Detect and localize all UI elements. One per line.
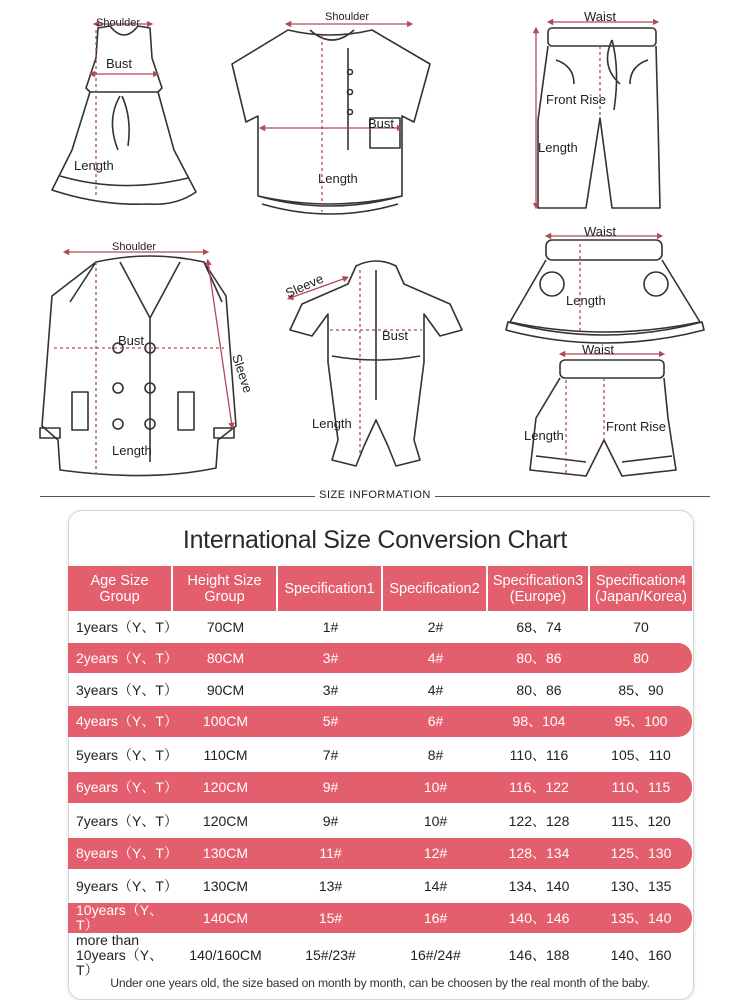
cell-spec3: 116、122 — [509, 779, 569, 795]
shorts-diagram — [530, 360, 676, 476]
cell-spec3: 134、140 — [508, 878, 570, 894]
cell-spec3: 128、134 — [508, 845, 570, 861]
cell-height: 100CM — [202, 713, 249, 729]
cell-height: 110CM — [203, 746, 248, 763]
cell-spec4: 140、160 — [610, 946, 672, 963]
cell-spec1: 7# — [322, 746, 339, 763]
cell-spec4: 130、135 — [610, 878, 672, 894]
cell-spec2: 2# — [427, 619, 444, 635]
cell-height: 70CM — [206, 619, 245, 635]
size-information-separator — [40, 487, 710, 507]
romper-sleeve-label: Sleeve — [283, 270, 326, 301]
table-row — [68, 772, 692, 803]
cell-spec1: 9# — [322, 779, 339, 795]
cell-spec4: 125、130 — [610, 845, 672, 861]
cell-spec3: 80、86 — [516, 682, 562, 698]
pants-length-label: Length — [538, 140, 578, 155]
cell-height: 90CM — [206, 682, 245, 698]
cell-age: 8years（Y、T） — [76, 845, 178, 861]
pants-diagram — [538, 28, 660, 208]
cell-spec2: 4# — [427, 682, 444, 698]
cell-spec4: 80 — [633, 649, 649, 666]
cell-height: 120CM — [202, 812, 249, 829]
chart-title: International Size Conversion Chart — [182, 526, 568, 554]
table-row — [68, 931, 692, 978]
header-spec1: Specification1 — [278, 566, 383, 611]
shirt-length-label: Length — [318, 171, 358, 186]
table-row — [68, 675, 692, 706]
header-spec4: Specification4 (Japan/Korea) — [595, 572, 687, 605]
cell-spec1: 9# — [322, 812, 339, 829]
cell-spec1: 11# — [319, 845, 342, 861]
cell-spec3: 68、74 — [516, 619, 562, 635]
section-label: SIZE INFORMATION — [315, 489, 435, 501]
cell-spec3: 146、188 — [508, 946, 570, 963]
dress-length-label: Length — [74, 158, 114, 173]
cell-age: 3years（Y、T） — [76, 682, 178, 698]
skirt-length-label: Length — [566, 293, 606, 308]
cell-spec1: 1# — [322, 619, 339, 635]
cell-height: 140/160CM — [189, 946, 262, 963]
table-header — [68, 566, 692, 611]
cell-height: 140CM — [202, 909, 249, 926]
cell-height: 120CM — [202, 779, 249, 795]
shirt-shoulder-label: Shoulder — [325, 11, 370, 23]
cell-spec4: 110、115 — [611, 779, 671, 795]
cell-spec2: 16# — [423, 909, 448, 926]
coat-length-label: Length — [112, 443, 152, 458]
footnote: Under one years old, the size based on month by month, can be choosen by the real month of the baby. — [110, 976, 650, 990]
cell-age: 2years（Y、T） — [76, 649, 178, 666]
cell-spec1: 3# — [322, 682, 339, 698]
skirt-waist-label: Waist — [584, 224, 617, 239]
cell-age: 1years（Y、T） — [76, 619, 178, 635]
cell-height: 80CM — [206, 649, 245, 666]
header-spec3: Specification3 (Europe) — [488, 566, 590, 611]
cell-age: 4years（Y、T） — [76, 713, 178, 729]
shorts-length-label: Length — [524, 428, 564, 443]
header-height: Height Size Group — [173, 566, 278, 611]
dress-diagram — [52, 26, 196, 204]
cell-spec4: 70 — [633, 619, 649, 635]
cell-spec1: 5# — [322, 713, 339, 729]
table-row — [68, 838, 692, 869]
table-row — [68, 706, 692, 737]
skirt-diagram — [506, 240, 704, 343]
garment-diagrams — [0, 0, 750, 490]
cell-height: 130CM — [202, 878, 249, 894]
shirt-diagram — [232, 30, 430, 214]
cell-spec4: 135、140 — [610, 909, 672, 926]
cell-age: 10years（Y、T） — [76, 902, 164, 933]
shirt-bust-label: Bust — [368, 116, 395, 131]
cell-spec1: 15# — [318, 909, 343, 926]
coat-bust-label: Bust — [118, 333, 145, 348]
romper-diagram — [290, 261, 462, 466]
cell-spec2: 8# — [427, 746, 444, 763]
cell-spec3: 110、116 — [509, 746, 569, 763]
cell-age: 9years（Y、T） — [76, 878, 178, 894]
cell-age: more than 10years（Y、T） — [76, 931, 164, 978]
cell-age: 5years（Y、T） — [76, 746, 178, 763]
cell-spec2: 14# — [423, 878, 448, 894]
header-spec2: Specification2 — [383, 566, 488, 611]
cell-spec2: 4# — [427, 649, 444, 666]
table-row — [68, 871, 692, 902]
cell-spec4: 95、100 — [614, 713, 668, 729]
cell-spec1: 15#/23# — [305, 946, 356, 963]
cell-spec1: 13# — [318, 878, 343, 894]
cell-spec4: 115、120 — [611, 812, 671, 829]
cell-spec2: 12# — [423, 845, 448, 861]
header-age: Age Size Group — [68, 566, 173, 611]
cell-spec1: 3# — [322, 649, 339, 666]
romper-bust-label: Bust — [382, 328, 409, 343]
cell-spec2: 10# — [423, 779, 448, 795]
cell-spec2: 16#/24# — [410, 946, 461, 963]
table-row — [68, 903, 692, 933]
shorts-front-rise-label: Front Rise — [606, 419, 666, 434]
cell-spec4: 85、90 — [618, 682, 664, 698]
cell-age: 7years（Y、T） — [76, 812, 178, 829]
cell-spec3: 98、104 — [512, 713, 566, 729]
table-row — [68, 739, 692, 771]
coat-shoulder-label: Shoulder — [112, 241, 157, 253]
cell-height: 130CM — [202, 845, 249, 861]
cell-spec2: 6# — [427, 713, 444, 729]
pants-front-rise-label: Front Rise — [546, 92, 606, 107]
coat-sleeve-label: Sleeve — [229, 352, 256, 395]
cell-age: 6years（Y、T） — [76, 779, 178, 795]
cell-spec3: 80、86 — [516, 649, 562, 666]
dress-shoulder-label: Shoulder — [96, 17, 141, 29]
table-row — [68, 643, 692, 673]
cell-spec4: 105、110 — [611, 746, 671, 763]
romper-length-label: Length — [312, 416, 352, 431]
shorts-waist-label: Waist — [582, 342, 615, 357]
table-row — [68, 805, 692, 837]
cell-spec3: 140、146 — [508, 909, 570, 926]
dress-bust-label: Bust — [106, 56, 133, 71]
cell-spec2: 10# — [423, 812, 448, 829]
pants-waist-label: Waist — [584, 9, 617, 24]
table-row — [68, 612, 692, 643]
cell-spec3: 122、128 — [508, 812, 570, 829]
